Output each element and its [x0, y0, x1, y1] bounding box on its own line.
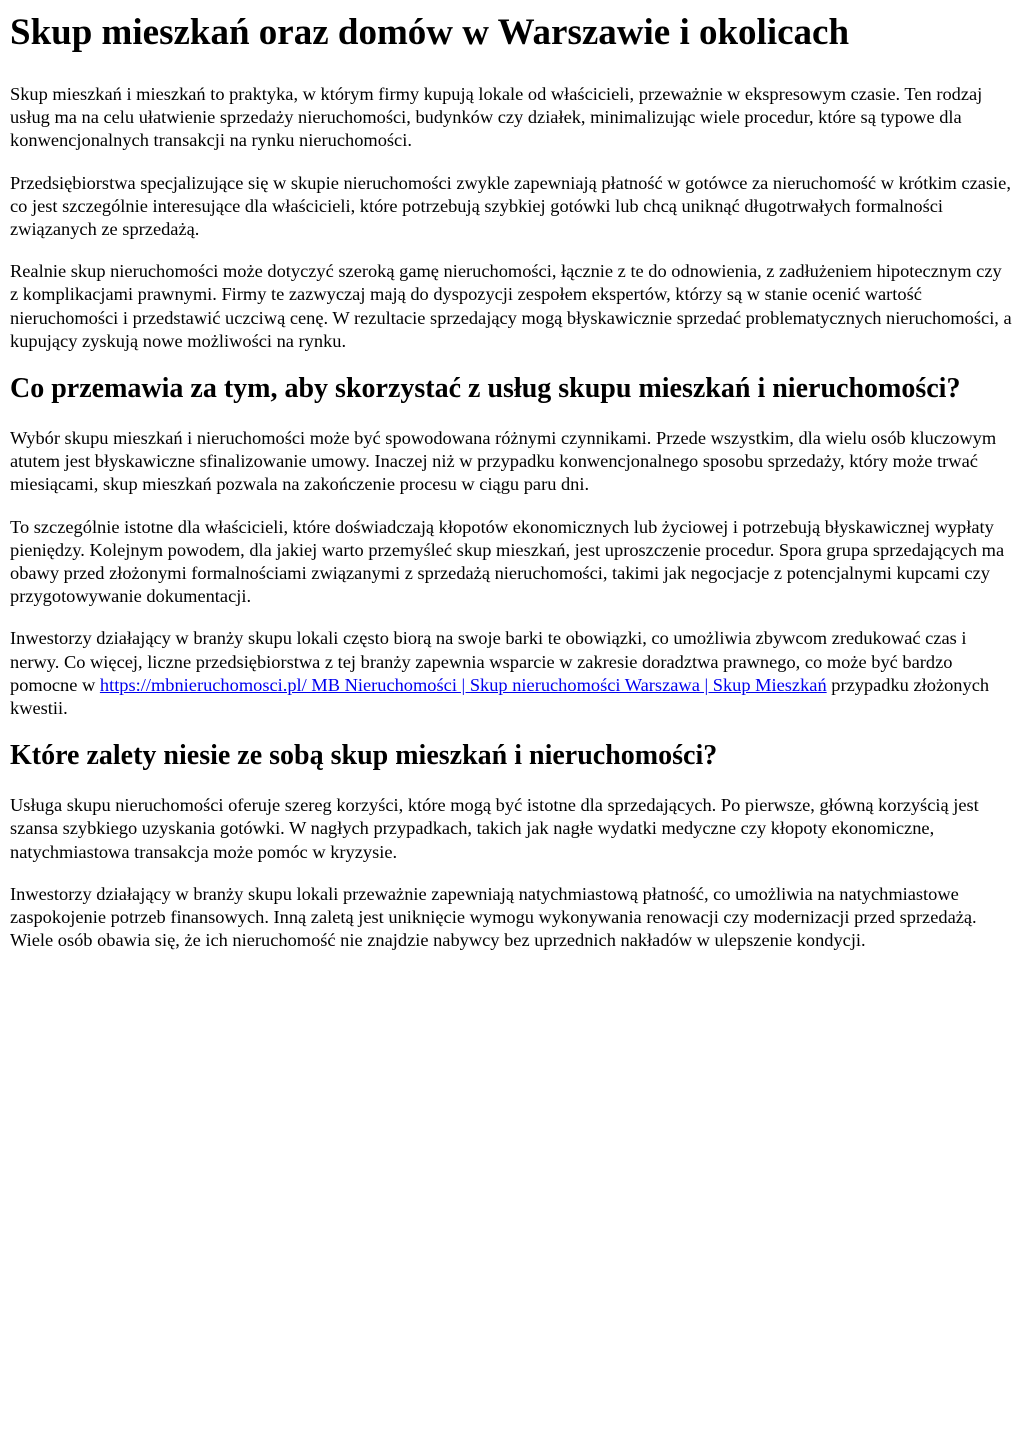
reasons-paragraph-1: Wybór skupu mieszkań i nieruchomości może być spowodowana różnymi czynnikami. Przede wszystkim, dla wielu osób kluczowym atutem jest błyskawiczne sfinalizowanie umowy. Inaczej niż w przypadku konwencjonalnego sposobu sprzedaży, który może trwać miesiącami, skup mieszkań pozwala na zakończenie procesu w ciągu paru dni. [10, 428, 997, 495]
section-heading-reasons: Co przemawia za tym, aby skorzystać z usług skupu mieszkań i nieruchomości? [10, 373, 961, 405]
intro-paragraph-3: Realnie skup nieruchomości może dotyczyć szeroką gamę nieruchomości, łącznie z te do odnowienia, z zadłużeniem hipotecznym czy z komplikacjami prawnymi. Firmy te zazwyczaj mają do dyspozycji zespołem ekspertów, którzy są w stanie ocenić wartość nieruchomości i przedstawić uczciwą cenę. W rezultacie sprzedający mogą błyskawicznie sprzedać problematycznych nieruchomości, a kupujący zyskują nowe możliwości na rynku. [10, 261, 1012, 351]
reasons-paragraph-2: To szczególnie istotne dla właścicieli, które doświadczają kłopotów ekonomicznych lub życiowej i potrzebują błyskawicznej wypłaty pieniędzy. Kolejnym powodem, dla jakiej warto przemyśleć skup mieszkań, jest uproszczenie procedur. Spora grupa sprzedających ma obawy przed złożonymi formalnościami związanymi z sprzedażą nieruchomości, takimi jak negocjacje z potencjalnymi kupcami czy przygotowywanie dokumentacji. [10, 516, 1005, 607]
mbnieruchomosci-link[interactable]: https://mbnieruchomosci.pl/ MB Nieruchomości | Skup nieruchomości Warszawa | Skup Mieszkań [99, 674, 827, 695]
benefits-paragraph-1: Usługa skupu nieruchomości oferuje szereg korzyści, które mogą być istotne dla sprzedających. Po pierwsze, główną korzyścią jest szansa szybkiego uzyskania gotówki. W nagłych przypadkach, takich jak nagłe wydatki medyczne czy kłopoty ekonomiczne, natychmiastowa transakcja może pomóc w kryzysie. [10, 795, 979, 862]
section-heading-benefits: Które zalety niesie ze sobą skup mieszkań i nieruchomości? [10, 740, 718, 772]
intro-paragraph-2: Przedsiębiorstwa specjalizujące się w skupie nieruchomości zwykle zapewniają płatność w gotówce za nieruchomość w krótkim czasie, co jest szczególnie interesujące dla właścicieli, które potrzebują szybkiej gotówki lub chcą uniknąć długotrwałych formalności związanych ze sprzedażą. [10, 172, 1011, 240]
benefits-paragraph-2: Inwestorzy działający w branży skupu lokali przeważnie zapewniają natychmiastową płatność, co umożliwia na natychmiastowe zaspokojenie potrzeb finansowych. Inną zaletą jest uniknięcie wymogu wykonywania renowacji czy modernizacji przed sprzedażą. Wiele osób obawia się, że ich nieruchomość nie znajdzie nabywcy bez uprzednich nakładów w ulepszenie kondycji. [10, 883, 977, 951]
reasons-paragraph-3-text-before: Inwestorzy działający w branży skupu lokali często biorą na swoje barki te obowiązki, co umożliwia zbywcom zredukować czas i nerwy. Co więcej, liczne przedsiębiorstwa z tej branży zapewnia wsparcie w zakresie doradztwa prawnego, co może być bardzo pomocne w [10, 628, 967, 695]
page-title: Skup mieszkań oraz domów w Warszawie i okolicach [10, 12, 850, 53]
reasons-paragraph-3-text-after: przypadku złożonych kwestii. [10, 674, 990, 719]
reasons-paragraph-3 [10, 627, 1014, 720]
intro-paragraph-1: Skup mieszkań i mieszkań to praktyka, w którym firmy kupują lokale od właścicieli, przeważnie w ekspresowym czasie. Ten rodzaj usług ma na celu ułatwienie sprzedaży nieruchomości, budynków czy działek, minimalizując wiele procedur, które są typowe dla konwencjonalnych transakcji na rynku nieruchomości. [10, 84, 983, 151]
